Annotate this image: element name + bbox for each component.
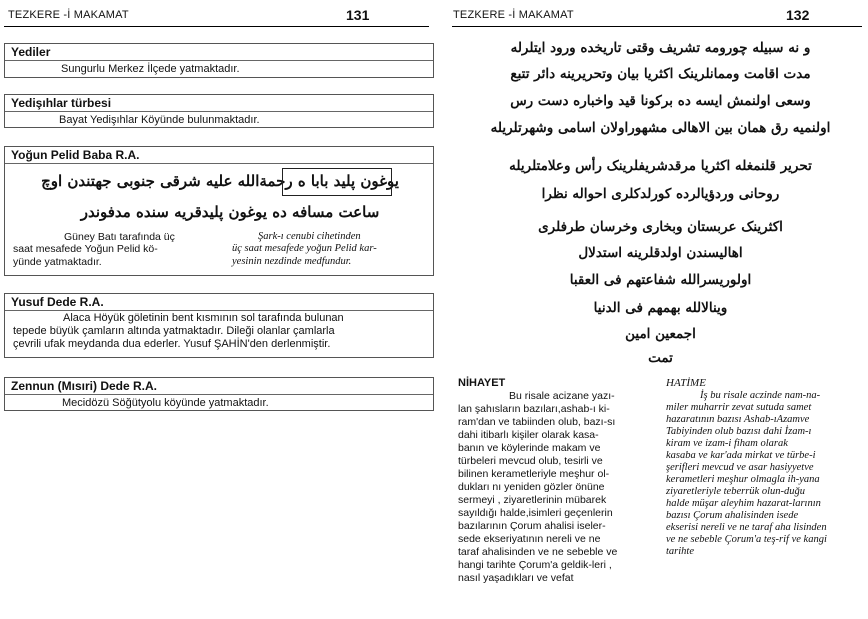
entry-line: tepede büyük çamların altında yatmaktadır. Dileği olanlar çamlarla (13, 325, 335, 337)
nihayet-line: sermeyi , ziyaretlerinin mübarek (458, 494, 607, 506)
entry-line: Mecidözü Söğütyolu köyünde yatmaktadır. (62, 397, 269, 409)
hatime-line: kasaba ve kar'ada mirkat ve türbe-i (666, 450, 816, 461)
ottoman-text-line: مدت اقامت وممانلرینک اکثریا بیان وتحریرینه دائر تتبع (510, 66, 811, 82)
hatime-line: ve ne sebeble Çorum'a teş-rif ve kangi (666, 534, 827, 545)
nihayet-line: lan şahısların bazıları,ashab-ı ki- (458, 403, 610, 415)
translation-line: saat mesafede Yoğun Pelid kö- (13, 243, 158, 255)
nihayet-title: NİHAYET (458, 377, 506, 389)
hatime-line: kerametleri meşhur olmagla ih-yana (666, 474, 820, 485)
translation-line: yünde yatmaktadır. (13, 256, 102, 268)
nihayet-line: bilinen kerametleriyle meşhur ol- (458, 468, 610, 480)
translation-line: Güney Batı tarafında üç (64, 231, 175, 243)
hatime-line: şerifleri mevcud ve asar hasiyyetve (666, 462, 814, 473)
left-page-header: TEZKERE -İ MAKAMAT (8, 9, 129, 21)
nihayet-line: banın ve köylerinde makam ve (458, 442, 601, 454)
entry-line: çevrili ufak meydanda dua ederler. Yusuf ŞAHİN'den derlenmiştir. (13, 338, 331, 350)
hatime-line: hazaratının bazısı Ashab-ıAzamve (666, 414, 810, 425)
nihayet-line: sede ekseriyatının nereli ve ne (458, 533, 601, 545)
entry-yediler (4, 43, 434, 78)
nihayet-line: sayıldığı halde,isimleri geçenlerin (458, 507, 613, 519)
entry-line: Sungurlu Merkez İlçede yatmaktadır. (61, 63, 240, 75)
ottoman-text-line: اولوریسرالله شفاعتهم فی العقبا (569, 272, 752, 288)
entry-yedisihlar-turbesi (4, 94, 434, 128)
hatime-line: tarihte (666, 546, 694, 557)
hatime-line: ziyaretleriyle teberrük olun-duğu (666, 486, 805, 497)
ottoman-text-line: تمت (648, 350, 673, 366)
right-header-rule (452, 26, 862, 27)
nihayet-line: ram'dan ve tabiinden olub, bazı-sı (458, 416, 616, 428)
nihayet-line: bazılarının Çorum ahalisi iseler- (458, 520, 606, 532)
hatime-line: İş bu risale aczinde nam-na- (700, 390, 821, 401)
ottoman-text-line: اجمعین امین (625, 326, 696, 342)
entry-title: Yusuf Dede R.A. (5, 294, 433, 311)
hatime-title: HATİME (666, 377, 706, 389)
ottoman-text-line: وینالالله بهمهم فی الدنیا (593, 300, 728, 316)
nihayet-line: hangi tarihte Çorum'a geldik-leri , (458, 559, 612, 571)
nihayet-line: Bu risale acizane yazı- (509, 390, 615, 402)
entry-title: Yoğun Pelid Baba R.A. (5, 147, 433, 164)
hatime-line: miler muharrir zevat sutuda samet (666, 402, 812, 413)
right-page-header: TEZKERE -İ MAKAMAT (453, 9, 574, 21)
hatime-line: ekserisi nereli ve ne taraf aha lisinden (666, 522, 827, 533)
nihayet-line: dukları nı yeniden gözler önüne (458, 481, 605, 493)
arabic-line: ساعت مسافه ده یوغون پلیدقریه سنده مدفوندر (80, 203, 380, 221)
hatime-line: halde müşar aleyhim hazarat-larının (666, 498, 821, 509)
entry-line: Bayat Yedişıhlar Köyünde bulunmaktadır. (59, 114, 260, 126)
ottoman-transliteration-line: üç saat mesafede yoğun Pelid kar- (232, 243, 377, 254)
ottoman-text-line: وسعی اولنمش ایسه ده برکونا قید واخباره دست رس (510, 93, 811, 109)
hatime-line: Tabiyinden olub bazısı dahi İzam-ı (666, 426, 812, 437)
entry-zennun-dede (4, 377, 434, 411)
ottoman-transliteration-line: yesinin nezdinde medfundur. (232, 256, 352, 267)
entry-title: Yedişıhlar türbesi (5, 95, 433, 112)
entry-title: Zennun (Mısıri) Dede R.A. (5, 378, 433, 395)
ottoman-text-line: تحریر قلنمغله اکثریا مرقدشریفلرینک رأس وعلامتلریله (509, 158, 812, 174)
entry-line: Alaca Höyük göletinin bent kısmının sol tarafında bulunan (63, 312, 344, 324)
left-header-rule (4, 26, 429, 27)
nihayet-line: taraf ahalisinden ve ne sebeble ve (458, 546, 618, 558)
right-page-number: 132 (786, 7, 810, 23)
ottoman-text-line: و نه سبیله چورومه تشریف وقتی تاریخده ورود ایتلرله (510, 40, 811, 56)
ottoman-text-line: اولنمیه رق همان بین الاهالی مشهوراولان اسامی وشهرتلریله (490, 120, 831, 136)
ottoman-text-line: روحانی وردؤیالرده کورلدکلری احواله نظرا (541, 186, 780, 202)
hatime-line: kiram ve izam-i fiham olarak (666, 438, 788, 449)
nihayet-line: dahi itibarlı kişiler olarak kasa- (458, 429, 599, 441)
ottoman-text-line: اهالیسندن اولدقلرینه استدلال (578, 245, 743, 261)
nihayet-line: türbeleri mevcud olub, tesirli ve (458, 455, 603, 467)
hatime-line: bazısı Çorum ahalisinden isede (666, 510, 799, 521)
ottoman-text-line: اکثرینک عربستان وبخاری وخرسان طرفلری (538, 219, 783, 235)
left-page-number: 131 (346, 7, 370, 23)
entry-title: Yediler (5, 44, 433, 61)
arabic-line: یوغون پلید بابا ه رحمةالله علیه شرقی جنوبی جهتندن اوچ (41, 172, 399, 190)
highlight-box (282, 168, 392, 196)
ottoman-transliteration-line: Şark-ı cenubi cihetinden (258, 231, 361, 242)
nihayet-line: nasıl yaşadıkları ve vefat (458, 572, 574, 584)
